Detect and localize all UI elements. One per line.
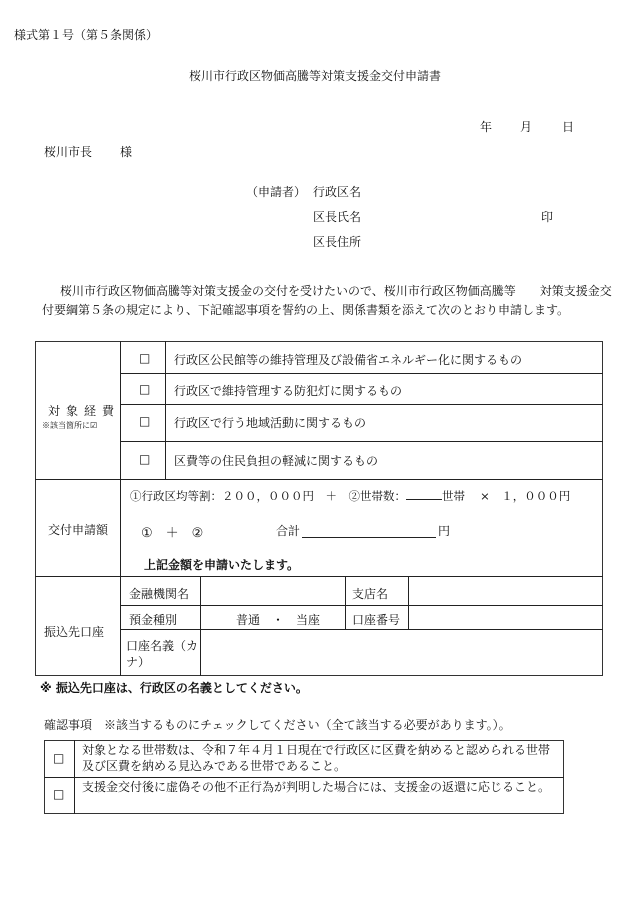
form-number: 様式第１号（第５条関係）	[14, 28, 159, 42]
confirm-heading: 確認事項 ※該当するものにチェックしてください（全て該当する必要があります。）。	[44, 718, 511, 732]
bank-label: 振込先口座	[44, 625, 105, 639]
expense-checkbox-4[interactable]: □	[139, 452, 151, 466]
total-amount-field[interactable]	[302, 537, 436, 538]
applicant-label: （申請者）	[246, 185, 307, 199]
district-name-label: 行政区名	[313, 185, 362, 199]
divider	[408, 576, 409, 629]
household-unit: 世帯	[442, 489, 465, 503]
expense-checkbox-1[interactable]: □	[139, 351, 151, 365]
divider	[120, 373, 603, 374]
branch-label: 支店名	[352, 587, 389, 601]
chief-name-label: 区長氏名	[313, 210, 362, 224]
addressee-honorific: 様	[120, 145, 133, 159]
seal-mark: 印	[541, 210, 554, 224]
deposit-type-options[interactable]: 普通 ・ 当座	[236, 613, 321, 627]
per-household-amount: １，０００円	[501, 489, 571, 503]
formula-sum: ① ＋ ②	[141, 526, 204, 541]
divider	[120, 341, 121, 676]
divider	[120, 441, 603, 442]
amount-closing: 上記金額を申請いたします。	[144, 558, 300, 572]
expense-item-2: 行政区で維持管理する防犯灯に関するもの	[174, 384, 403, 398]
bank-note: ※ 振込先口座は、行政区の名義としてください。	[40, 681, 308, 695]
date-year-label: 年	[480, 120, 493, 134]
expense-checkbox-3[interactable]: □	[139, 414, 151, 428]
household-count-field[interactable]	[406, 488, 442, 500]
amount-formula-line	[130, 488, 570, 504]
divider	[44, 777, 564, 778]
addressee-name: 桜川市長	[44, 145, 93, 159]
date-month-label: 月	[520, 120, 533, 134]
date-day-label: 日	[562, 120, 575, 134]
checked-box-icon: ☑	[90, 421, 98, 430]
expense-item-1: 行政区公民館等の維持管理及び設備省エネルギー化に関するもの	[174, 353, 523, 367]
confirm-checkbox-2[interactable]: □	[53, 787, 65, 801]
target-expense-note	[42, 420, 97, 431]
intro-paragraph: 桜川市行政区物価高騰等対策支援金の交付を受けたいので、桜川市行政区物価高騰等 対策支援金交付要綱第５条の規定により、下記確認事項を誓約の上、関係書類を添えて次のとおり申請します。	[42, 284, 612, 317]
account-number-label: 口座番号	[352, 613, 401, 627]
chief-address-label: 区長住所	[313, 235, 362, 249]
deposit-type-label: 預金種別	[129, 613, 178, 627]
divider	[345, 576, 346, 629]
account-holder-label: 口座名義（カナ）	[126, 639, 199, 669]
confirm-item-2: 支援金交付後に虚偽その他不正行為が判明した場合には、支援金の返還に応じること。	[82, 780, 551, 794]
divider	[120, 629, 603, 630]
divider	[200, 629, 201, 676]
amount-label: 交付申請額	[48, 523, 109, 537]
total-unit: 円	[438, 524, 451, 538]
expense-checkbox-2[interactable]: □	[139, 382, 151, 396]
divider	[200, 576, 201, 629]
target-expense-note-text: ※該当箇所に	[42, 421, 90, 430]
divider	[120, 605, 603, 606]
institution-label: 金融機関名	[129, 587, 190, 601]
divider	[165, 341, 166, 479]
confirm-item-1: 対象となる世帯数は、令和７年４月１日現在で行政区に区費を納めると認められる世帯及び区費を納める見込みである世帯であること。	[82, 743, 551, 773]
total-label: 合計	[276, 524, 301, 538]
amount-base-text: ①行政区均等割：２００，０００円 ＋ ②世帯数：	[130, 489, 406, 503]
expense-item-3: 行政区で行う地域活動に関するもの	[174, 416, 367, 430]
target-expense-label: 対象経費	[48, 404, 121, 418]
divider	[120, 404, 603, 405]
expense-item-4: 区費等の住民負担の軽減に関するもの	[174, 454, 379, 468]
multiply-sign: ×	[480, 489, 490, 503]
document-title: 桜川市行政区物価高騰等対策支援金交付申請書	[188, 69, 441, 83]
confirm-checkbox-1[interactable]: □	[53, 751, 65, 765]
